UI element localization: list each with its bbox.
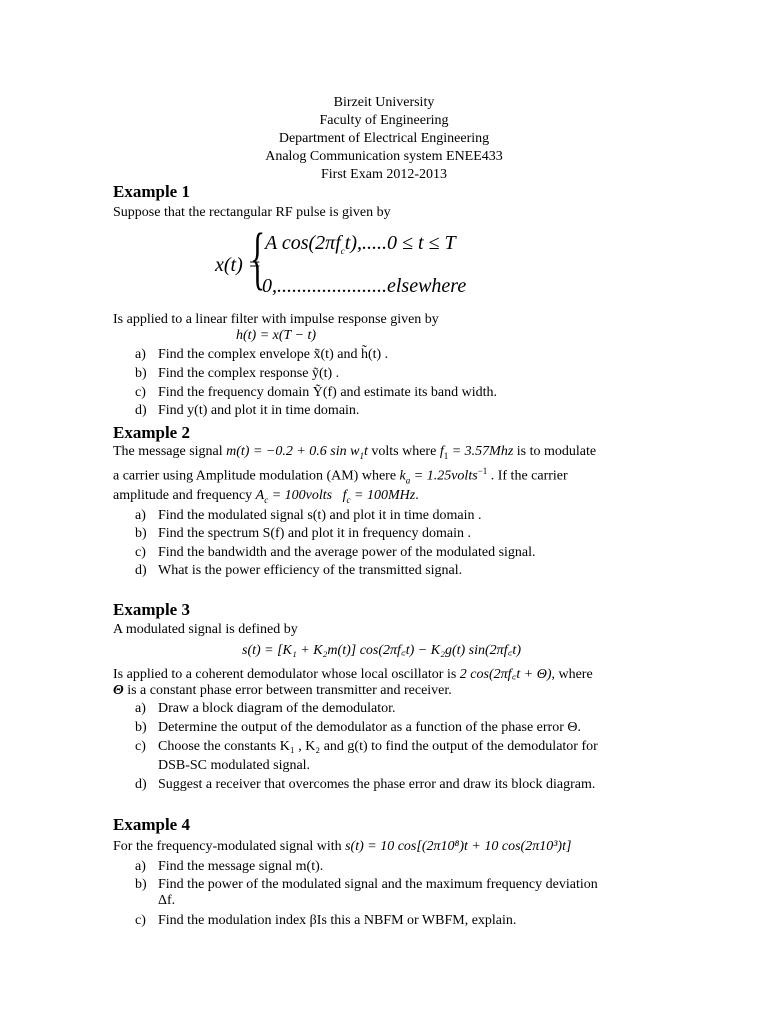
university-name: Birzeit University	[333, 95, 435, 110]
exam-header	[0, 94, 768, 184]
example-2-title: Example 2	[113, 423, 190, 442]
example-3-line-2: Θ is a constant phase error between transmitter and receiver.	[113, 683, 452, 698]
list-item: d) Find y(t) and plot it in time domain.	[135, 403, 360, 418]
list-item: b) Find the spectrum S(f) and plot it in frequency domain .	[135, 526, 471, 541]
faculty-name: Faculty of Engineering	[319, 113, 449, 128]
example-1-filter-text: Is applied to a linear filter with impulse response given by	[113, 312, 439, 327]
list-item: a) Draw a block diagram of the demodulator.	[135, 701, 396, 716]
list-item: b) Find the complex response ỹ(t) .	[135, 366, 340, 381]
list-item: a) Find the modulated signal s(t) and plot it in time domain .	[135, 508, 482, 523]
example-3-line-1: Is applied to a coherent demodulator whose local oscillator is 2 cos(2πf꜀t + Θ), where	[113, 667, 593, 682]
example-2-line-1: The message signal m(t) = −0.2 + 0.6 $\sin w_1t$ volts where $f_1 = 3.57Mhz$ is to modulate	[113, 444, 597, 461]
example-3-equation: s(t) = [K₁ + K₂m(t)] cos(2πf꜀t) − K₂g(t) sin(2πf꜀t)	[242, 643, 521, 658]
example-1-brace: {	[250, 220, 266, 297]
example-4-line-1: For the frequency-modulated signal with s(t) = 10 cos[(2π10⁸)t + 10 cos(2π10³)t]	[113, 839, 572, 854]
department-name: Department of Electrical Engineering	[278, 131, 490, 146]
example-3-intro: A modulated signal is defined by	[113, 622, 298, 637]
list-item: c) Choose the constants K₁ , K₂ and g(t) to find the output of the demodulator for	[135, 739, 598, 754]
exam-name: First Exam 2012-2013	[321, 167, 447, 182]
example-1-eq-case1: A $\cos(2\pi f_ct),.....0 \le t \le T$	[265, 232, 456, 256]
example-4-title: Example 4	[113, 815, 190, 834]
course-name: Analog Communication system ENEE433	[265, 149, 503, 164]
example-1-impulse-eq: h(t) = x(T − t)	[236, 328, 317, 343]
list-item: c) Find the bandwidth and the average power of the modulated signal.	[135, 545, 536, 560]
list-item: d) What is the power efficiency of the transmitted signal.	[135, 563, 463, 578]
list-item: a) Find the complex envelope x̃(t) and h̃(t) .	[135, 347, 389, 362]
list-item: b) Find the power of the modulated signal and the maximum frequency deviation	[135, 877, 598, 892]
example-2-line-2: a carrier using Amplitude modulation (AM) where $k_a$ = 1.25volts$^{-1}$ . If the carrier	[113, 466, 568, 486]
list-item: b) Determine the output of the demodulator as a function of the phase error Θ.	[135, 720, 581, 735]
example-2-line-3: amplitude and frequency $A_c$ = 100volts $f_c = 100MHz$.	[113, 488, 419, 505]
example-3-title: Example 3	[113, 600, 190, 619]
list-item: d) Suggest a receiver that overcomes the phase error and draw its block diagram.	[135, 777, 596, 792]
list-item: DSB-SC modulated signal.	[158, 758, 311, 773]
list-item: c) Find the modulation index βIs this a NBFM or WBFM, explain.	[135, 913, 517, 928]
example-1-eq-case2: 0,......................elsewhere	[262, 275, 467, 297]
example-1-eq-lhs: x(t) =	[215, 254, 262, 276]
list-item: a) Find the message signal m(t).	[135, 859, 324, 874]
example-1-intro: Suppose that the rectangular RF pulse is given by	[113, 205, 391, 220]
example-1-title: Example 1	[113, 182, 190, 201]
list-item: c) Find the frequency domain Ỹ(f) and estimate its band width.	[135, 385, 498, 400]
list-item: Δf.	[158, 893, 176, 908]
